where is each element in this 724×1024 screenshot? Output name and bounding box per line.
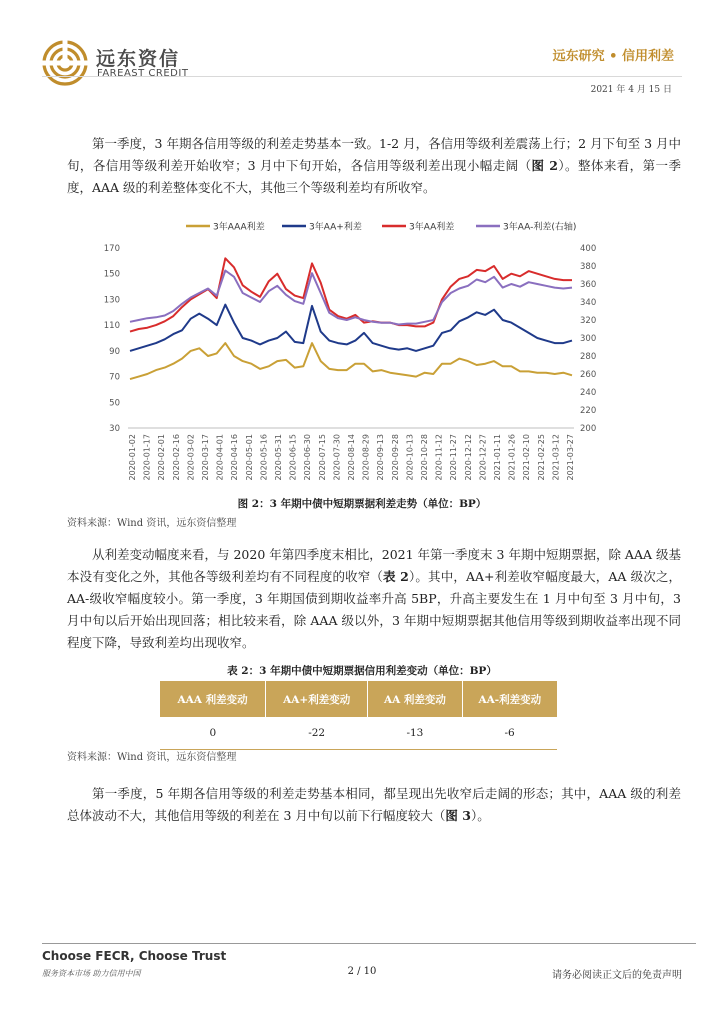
section-title: 远东研究 • 信用利差	[552, 49, 674, 64]
table-cell: 0	[160, 717, 266, 750]
y2-tick-label: 260	[580, 370, 597, 380]
x-tick-label: 2021-01-26	[507, 434, 517, 481]
table-2-reference: 表 2	[383, 569, 409, 584]
x-tick-label: 2020-11-12	[434, 434, 444, 481]
x-tick-label: 2020-03-17	[201, 434, 210, 481]
footer-subslogan: 服务资本市场 助力信用中国	[42, 969, 141, 978]
table-header-cell: AA 利差变动	[368, 681, 463, 717]
x-tick-label: 2020-12-12	[463, 434, 473, 481]
paragraph-2-text-b: ）。其中，AA+利差收窄幅度最大，AA 级次之，AA-级收窄幅度较小。第一季度，3 年期国债到期收益率升高 5BP，升高主要发生在 1 月中旬至 3 月中旬，3 月中旬以后开始出现回落；相比较来看，除 AAA 级以外，3 年期中短期票据其他信用等级到期收益率出现不同程度下降，导致利差均出现收窄。	[67, 569, 681, 650]
report-date: 2021 年 4 月 15 日	[590, 85, 672, 95]
y-tick-label: 130	[103, 295, 120, 306]
table-header-cell: AA-利差变动	[462, 681, 557, 717]
x-tick-label: 2020-06-15	[288, 434, 298, 481]
table-row	[160, 717, 557, 750]
x-tick-label: 2020-02-01	[157, 434, 167, 481]
footer-divider	[42, 943, 696, 944]
x-tick-label: 2020-05-16	[259, 434, 269, 481]
x-tick-label: 2021-02-10	[522, 434, 532, 481]
x-tick-label: 2020-05-01	[244, 434, 254, 481]
y2-tick-label: 280	[580, 352, 597, 362]
credit-spread-line-chart	[96, 212, 616, 502]
legend-label: 3年AA+利差	[309, 222, 362, 233]
page-number: 2 / 10	[347, 966, 377, 977]
x-tick-label: 2020-04-16	[230, 434, 240, 481]
y-tick-label: 30	[109, 424, 120, 434]
x-tick-label: 2020-07-15	[317, 434, 327, 481]
x-tick-label: 2021-02-25	[536, 434, 546, 481]
y-tick-label: 70	[109, 372, 120, 383]
y-tick-label: 150	[103, 269, 120, 280]
x-tick-label: 2020-10-28	[420, 434, 429, 481]
x-tick-label: 2020-10-13	[405, 434, 415, 481]
y2-tick-label: 220	[580, 406, 597, 416]
table-header-cell: AAA 利差变动	[160, 681, 266, 717]
paragraph-1-text-a: 第一季度，3 年期各信用等级的利差走势基本一致。1-2 月，各信用等级利差震荡上行；2 月下旬至 3 月中旬，各信用等级利差开始收窄；3 月中下旬开始，各信用等级利差出现小幅走阔（	[67, 136, 681, 173]
table-cell: -13	[368, 717, 463, 750]
y-tick-label: 50	[109, 398, 120, 409]
y2-tick-label: 200	[580, 424, 597, 434]
spread-change-table	[160, 681, 557, 750]
x-tick-label: 2020-06-30	[303, 434, 313, 481]
x-tick-label: 2021-03-27	[566, 434, 575, 481]
y2-tick-label: 400	[580, 244, 597, 254]
x-tick-label: 2020-03-02	[186, 434, 196, 481]
paragraph-3	[67, 783, 681, 827]
figure-2-reference: 图 2	[531, 158, 558, 173]
y-tick-label: 90	[109, 346, 120, 357]
paragraph-2-text-a: 从利差变动幅度来看，与 2020 年第四季度末相比，2021 年第一季度末 3 年期中短期票据，除 AAA 级基本没有变化之外，其他各等级利差均有不同程度的收窄（	[67, 547, 681, 584]
x-tick-label: 2020-08-14	[347, 434, 356, 481]
y2-tick-label: 320	[580, 316, 597, 326]
x-tick-label: 2020-05-31	[274, 434, 283, 481]
footer-slogan: Choose FECR, Choose Trust	[42, 949, 227, 963]
figure-source: 资料来源：Wind 资讯，远东资信整理	[67, 518, 237, 529]
paragraph-1-text-b: ）。整体来看，第一季度，AAA 级的利差整体变化不大，其他三个等级利差均有所收窄。	[67, 158, 681, 195]
y2-tick-label: 340	[580, 298, 597, 308]
series-line	[130, 305, 572, 351]
x-tick-label: 2020-01-17	[142, 434, 152, 481]
legend-label: 3年AA-利差(右轴)	[503, 222, 577, 233]
logo-chinese-name: 远东资信	[96, 48, 181, 70]
x-tick-label: 2020-07-30	[332, 434, 342, 481]
logo-english-name: FAREAST CREDIT	[97, 68, 189, 79]
paragraph-1	[67, 133, 681, 199]
table-cell: -6	[462, 717, 557, 750]
x-tick-label: 2020-09-28	[390, 434, 400, 481]
x-tick-label: 2021-01-11	[493, 434, 502, 481]
figure-caption: 图 2：3 年期中债中短期票据利差走势（单位：BP）	[237, 498, 487, 510]
x-tick-label: 2020-02-16	[171, 434, 181, 481]
x-tick-label: 2020-01-02	[128, 434, 137, 481]
figure-3-reference: 图 3	[445, 808, 471, 823]
x-tick-label: 2021-03-12	[551, 434, 561, 481]
y-tick-label: 110	[103, 321, 120, 332]
x-tick-label: 2020-09-13	[376, 434, 386, 481]
paragraph-2	[67, 544, 681, 654]
y2-tick-label: 380	[580, 262, 597, 272]
x-tick-label: 2020-12-27	[478, 434, 488, 481]
x-tick-label: 2020-04-01	[215, 434, 225, 481]
table-header-row	[160, 681, 557, 717]
table-caption: 表 2：3 年期中债中短期票据信用利差变动（单位：BP）	[227, 665, 497, 677]
table-cell: -22	[266, 717, 368, 750]
legend-label: 3年AA利差	[409, 222, 455, 233]
y2-tick-label: 240	[580, 388, 597, 398]
disclaimer-note: 请务必阅读正文后的免责声明	[552, 970, 682, 981]
series-line	[130, 343, 572, 379]
table-source: 资料来源：Wind 资讯，远东资信整理	[67, 752, 237, 763]
y2-tick-label: 300	[580, 334, 597, 344]
header-divider	[42, 76, 682, 77]
y2-tick-label: 360	[580, 280, 597, 290]
fareast-credit-logo-icon	[42, 40, 88, 86]
paragraph-3-text-a: 第一季度，5 年期各信用等级的利差走势基本相同，都呈现出先收窄后走阔的形态；其中，AAA 级的利差总体波动不大，其他信用等级的利差在 3 月中旬以前下行幅度较大（	[67, 786, 681, 823]
legend-label: 3年AAA利差	[213, 222, 265, 233]
x-tick-label: 2020-11-27	[449, 434, 459, 481]
table-header-cell: AA+利差变动	[266, 681, 368, 717]
y-tick-label: 170	[103, 244, 120, 254]
paragraph-3-text-b: ）。	[470, 808, 490, 823]
x-tick-label: 2020-08-29	[361, 434, 371, 481]
